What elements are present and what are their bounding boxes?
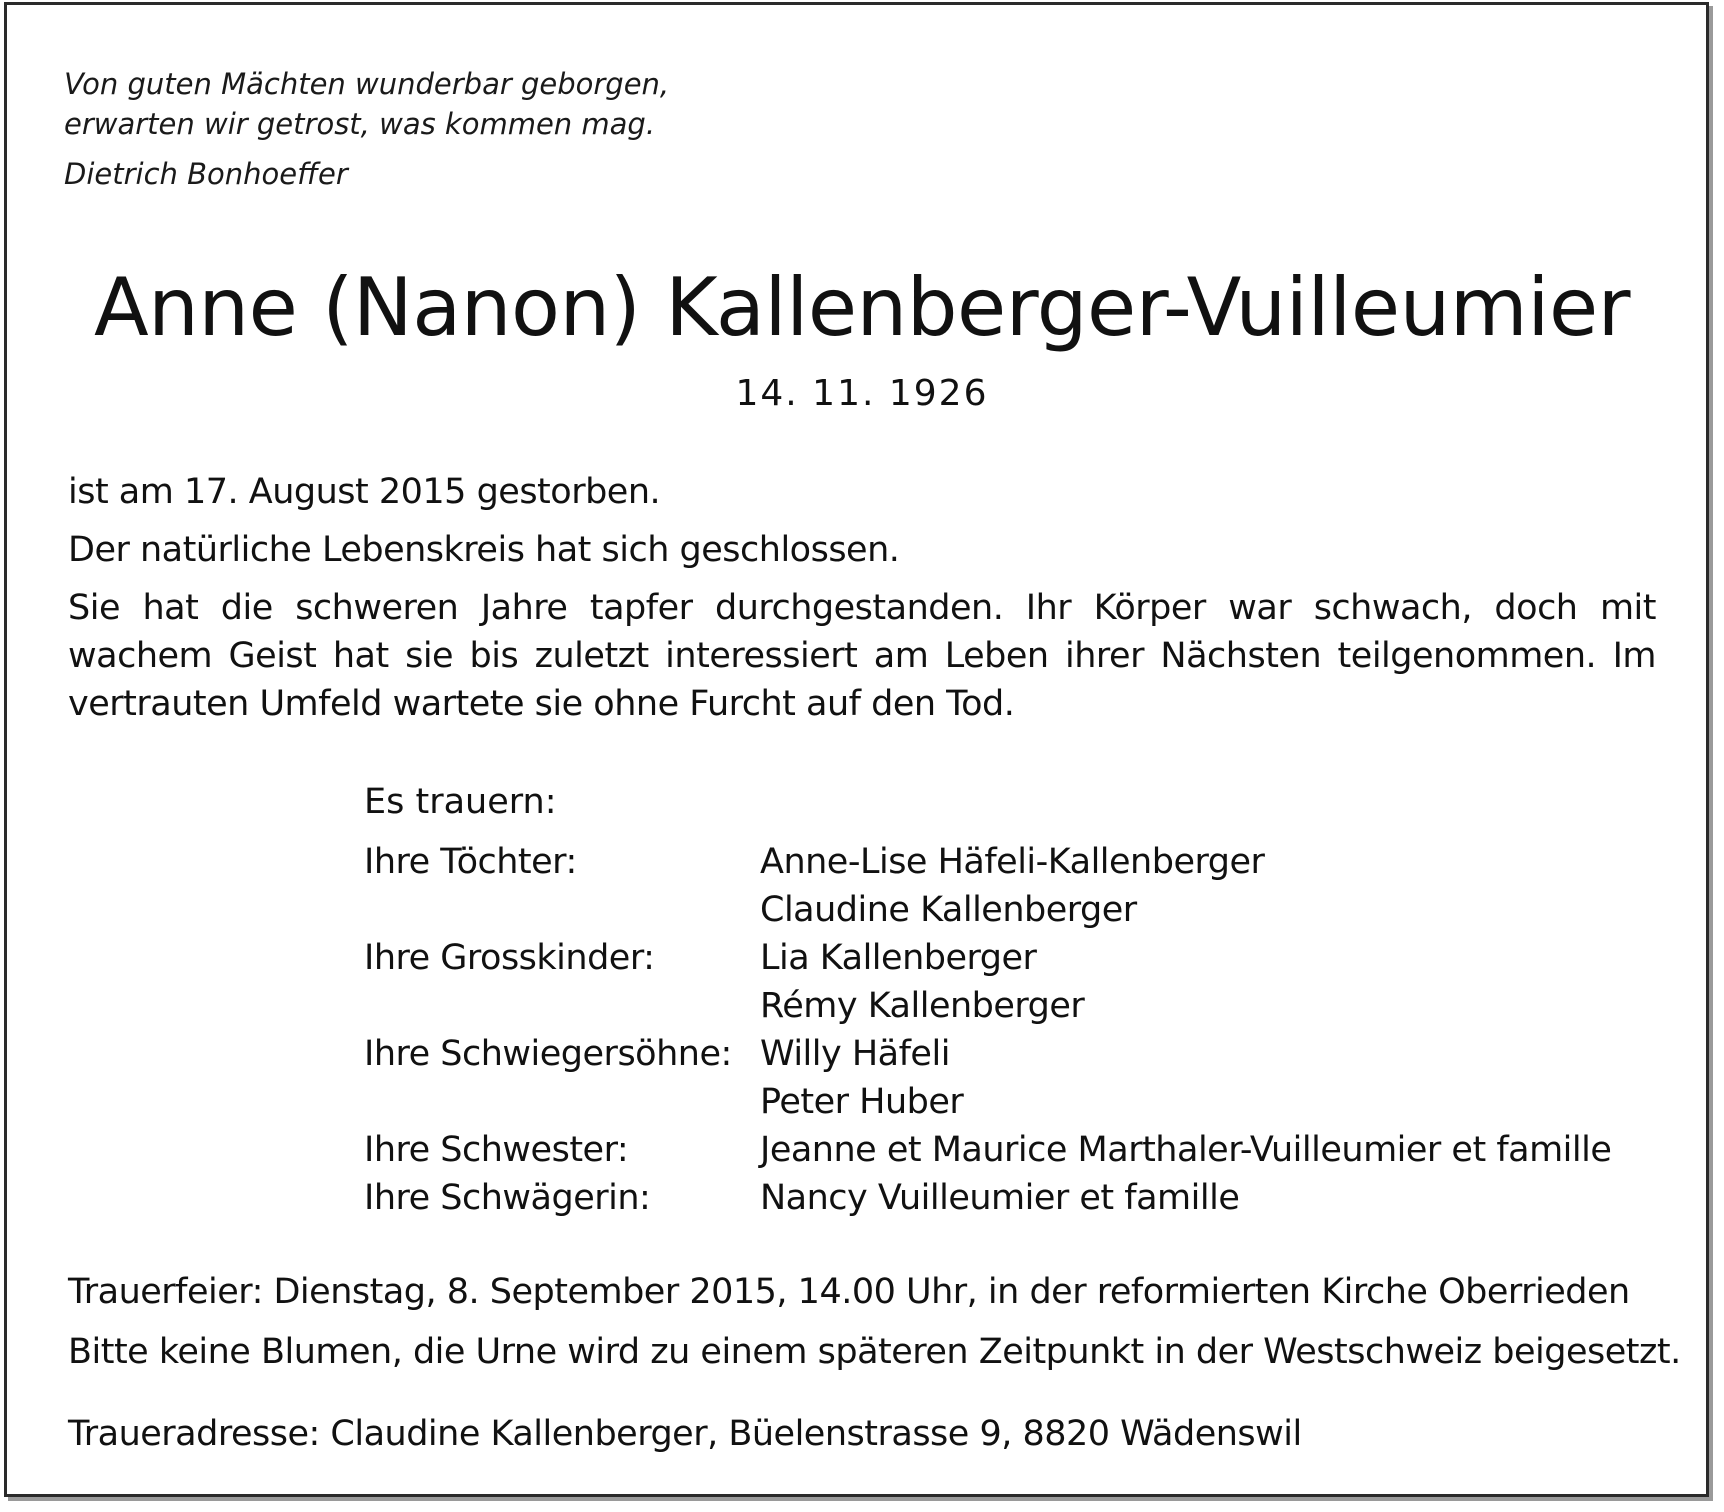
mourner-relation: Ihre Schwiegersöhne: [364, 1034, 732, 1074]
mourner-name: Rémy Kallenberger [760, 986, 1085, 1026]
mourning-address: Traueradresse: Claudine Kallenberger, Büelenstrasse 9, 8820 Wädenswil [68, 1414, 1302, 1454]
mourner-row [364, 982, 1611, 1030]
mourner-row [364, 1174, 1611, 1222]
mourner-name: Anne-Lise Häfeli-Kallenberger [760, 842, 1265, 882]
mourner-name: Peter Huber [760, 1082, 964, 1122]
mourner-row [364, 886, 1611, 934]
deceased-name: Anne (Nanon) Kallenberger-Vuilleumier [93, 261, 1631, 354]
flowers-note: Bitte keine Blumen, die Urne wird zu einem späteren Zeitpunkt in der Westschweiz beigesetzt. [68, 1332, 1681, 1372]
life-circle-text: Der natürliche Lebenskreis hat sich geschlossen. [68, 530, 900, 570]
mourner-relation: Ihre Töchter: [364, 842, 577, 882]
motto-quote [64, 64, 669, 194]
mourner-relation [364, 982, 760, 1030]
mourner-row [364, 838, 1611, 886]
motto-line-2: erwarten wir getrost, was kommen mag. [64, 107, 656, 141]
mourners-intro: Es trauern: [364, 782, 557, 822]
birth-date: 14. 11. 1926 [735, 373, 989, 414]
mourner-name: Claudine Kallenberger [760, 890, 1137, 930]
mourners-list [364, 838, 1611, 1222]
motto-line-1: Von guten Mächten wunderbar geborgen, [64, 67, 670, 101]
mourner-row [364, 1126, 1611, 1174]
mourner-row [364, 1030, 1611, 1078]
mourner-row [364, 1078, 1611, 1126]
death-notice: ist am 17. August 2015 gestorben. [68, 472, 661, 512]
motto-author: Dietrich Bonhoeffer [64, 157, 348, 191]
mourner-row [364, 934, 1611, 982]
mourner-relation: Ihre Grosskinder: [364, 938, 655, 978]
funeral-service-info: Trauerfeier: Dienstag, 8. September 2015, 14.00 Uhr, in der reformierten Kirche Oberrieden [68, 1272, 1630, 1312]
mourner-name: Willy Häfeli [760, 1034, 950, 1074]
mourner-relation [364, 1078, 760, 1126]
mourner-name: Nancy Vuilleumier et famille [760, 1178, 1240, 1218]
mourner-relation: Ihre Schwester: [364, 1130, 629, 1170]
mourner-name: Jeanne et Maurice Marthaler-Vuilleumier et famille [760, 1130, 1612, 1170]
mourner-relation [364, 886, 760, 934]
mourner-name: Lia Kallenberger [760, 938, 1037, 978]
tribute-paragraph: Sie hat die schweren Jahre tapfer durchgestanden. Ihr Körper war schwach, doch mit wachem Geist hat sie bis zuletzt interessiert am Leben ihrer Nächsten teilgenommen. Im vertrauten Umfeld wartete sie ohne Furcht auf den Tod. [68, 588, 1656, 724]
mourner-relation: Ihre Schwägerin: [364, 1178, 651, 1218]
